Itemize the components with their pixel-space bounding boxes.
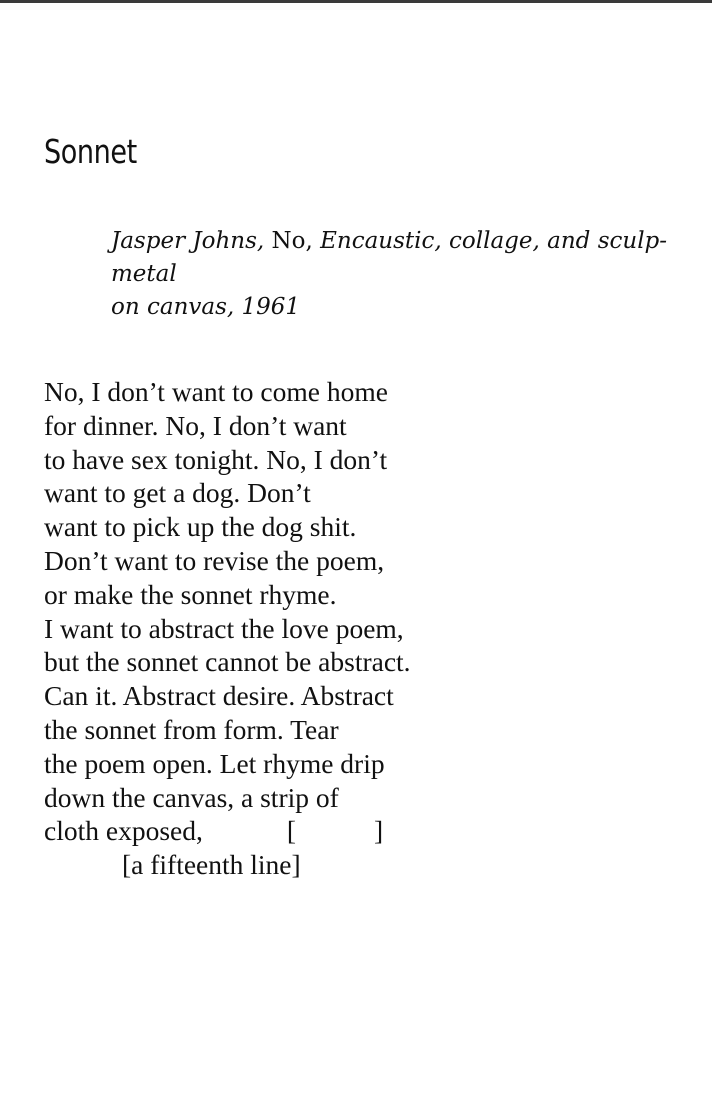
poem-line: or make the sonnet rhyme. xyxy=(44,578,337,610)
poem-line: the poem open. Let rhyme drip xyxy=(44,747,385,779)
poem-line-15: [a fifteenth line] xyxy=(122,849,301,881)
poem-line: for dinner. No, I don’t want xyxy=(44,409,347,441)
poem-line: I want to abstract the love poem, xyxy=(44,612,404,644)
epigraph-line-1 xyxy=(111,225,691,291)
poem-line: to have sex tonight. No, I don’t xyxy=(44,443,388,475)
top-rule xyxy=(0,0,712,3)
poem-line: want to get a dog. Don’t xyxy=(44,477,311,509)
poem-line: down the canvas, a strip of xyxy=(44,781,339,813)
open-bracket: [ xyxy=(286,815,297,847)
poem-line: but the sonnet cannot be abstract. xyxy=(44,646,411,678)
poem-line-14-text: cloth exposed, xyxy=(44,815,203,847)
poem-line: Can it. Abstract desire. Abstract xyxy=(44,680,394,712)
close-bracket: ] xyxy=(374,815,384,847)
poem-line: No, I don’t want to come home xyxy=(44,376,388,407)
poem-line: Don’t want to revise the poem, xyxy=(44,544,385,576)
epigraph-work-title: No, xyxy=(271,228,313,254)
poem-body xyxy=(44,375,411,882)
epigraph-medium: Encaustic, collage, and sculp-metal xyxy=(111,228,668,287)
epigraph xyxy=(111,225,691,324)
poem-line: want to pick up the dog shit. xyxy=(44,511,357,543)
poem-line-14 xyxy=(44,814,411,848)
epigraph-line-2: on canvas, 1961 xyxy=(111,294,301,320)
poem-title: Sonnet xyxy=(44,132,137,171)
epigraph-artist: Jasper Johns, xyxy=(111,228,265,254)
poem-line: the sonnet from form. Tear xyxy=(44,713,339,745)
